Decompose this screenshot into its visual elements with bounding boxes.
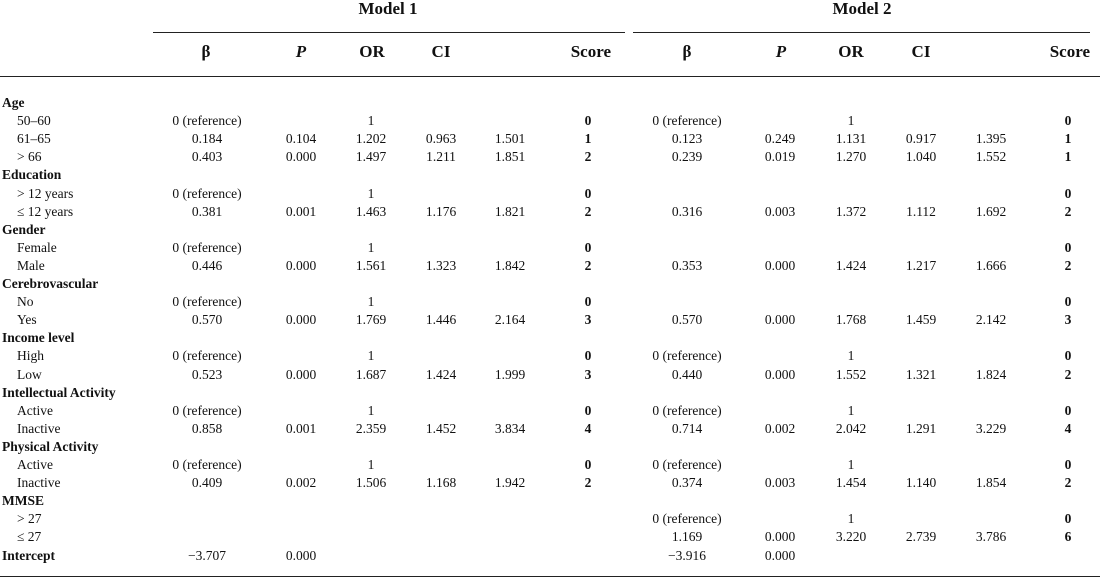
m1-cell-ci-low: 0.963: [425, 131, 457, 147]
m2-cell-p: 0.000: [764, 257, 796, 273]
m1-cell-beta: −3.707: [188, 547, 226, 563]
m1-cell-beta: 0 (reference): [172, 348, 242, 364]
m1-cell-or: 1.769: [355, 312, 387, 328]
m2-cell-beta: 0 (reference): [652, 402, 722, 418]
m1-cell-beta: 0.409: [191, 475, 223, 491]
m1-cell-or: 1: [367, 185, 375, 201]
m1-cell-score: 0: [584, 185, 592, 201]
col-p-2: P: [775, 42, 787, 61]
m2-cell-beta: −3.916: [668, 547, 706, 563]
m2-cell-p: 0.002: [764, 420, 796, 436]
m2-cell-beta: 0.123: [671, 131, 703, 147]
table-bottom-rule: [0, 576, 1100, 577]
m1-cell-beta: 0.403: [191, 149, 223, 165]
row-label: ≤ 12 years: [17, 203, 74, 219]
m1-cell-score: 3: [584, 366, 592, 382]
m1-cell-ci-low: 1.211: [426, 149, 456, 165]
header-bottom-rule: [0, 76, 1100, 77]
m2-cell-ci-low: 1.217: [905, 257, 937, 273]
m2-cell-beta: 1.169: [671, 529, 703, 545]
m1-cell-beta: 0.523: [191, 366, 223, 382]
m1-cell-ci-low: 1.452: [425, 420, 457, 436]
m2-cell-ci-high: 1.854: [975, 475, 1007, 491]
m2-cell-ci-low: 1.112: [906, 203, 936, 219]
m2-cell-or: 1.372: [835, 203, 867, 219]
m2-cell-score: 0: [1064, 185, 1072, 201]
m1-cell-p: 0.002: [285, 475, 317, 491]
m1-cell-score: 0: [584, 402, 592, 418]
m2-cell-beta: 0 (reference): [652, 457, 722, 472]
row-label: > 27: [17, 511, 42, 527]
m2-cell-or: 1.552: [835, 366, 867, 382]
row-label: High: [17, 348, 44, 364]
col-or-2: OR: [838, 42, 864, 61]
m2-cell-beta: 0.440: [671, 366, 703, 382]
row-label: Male: [17, 257, 45, 273]
m2-cell-score: 2: [1064, 257, 1072, 273]
m2-cell-score: 2: [1064, 366, 1072, 382]
m2-cell-ci-high: 3.229: [975, 420, 1007, 436]
m2-cell-score: 1: [1064, 149, 1072, 165]
m1-cell-beta: 0 (reference): [172, 294, 242, 310]
m2-cell-beta: 0.570: [671, 312, 703, 328]
m1-cell-beta: 0.570: [191, 312, 223, 328]
m2-cell-or: 3.220: [835, 529, 867, 545]
m1-cell-ci-low: 1.323: [425, 257, 457, 273]
m2-cell-ci-high: 1.552: [975, 149, 1007, 165]
m2-cell-score: 0: [1064, 113, 1072, 129]
m2-cell-score: 1: [1064, 131, 1072, 147]
m2-cell-score: 0: [1064, 511, 1072, 527]
m2-cell-score: 3: [1064, 312, 1072, 328]
m1-cell-p: 0.000: [285, 149, 317, 165]
m1-cell-ci-low: 1.424: [425, 366, 457, 382]
m1-cell-score: 2: [584, 475, 592, 491]
m1-cell-score: 1: [584, 131, 592, 147]
m2-cell-ci-low: 2.739: [905, 529, 937, 545]
group-label: MMSE: [2, 493, 44, 509]
m1-cell-p: 0.001: [285, 420, 317, 436]
m1-cell-beta: 0.858: [191, 420, 223, 436]
m2-cell-beta: 0.316: [671, 203, 703, 219]
m2-cell-p: 0.019: [764, 149, 796, 165]
m2-cell-p: 0.249: [764, 131, 796, 147]
m2-cell-p: 0.003: [764, 203, 796, 219]
m1-cell-or: 1: [367, 402, 375, 418]
m2-cell-score: 0: [1064, 239, 1072, 255]
m2-cell-beta: 0 (reference): [652, 348, 722, 364]
group-label: Cerebrovascular: [2, 276, 99, 291]
m1-cell-or: 1: [367, 113, 375, 129]
m2-cell-ci-low: 1.291: [905, 420, 937, 436]
m1-cell-or: 1.202: [355, 131, 387, 147]
m1-cell-or: 1: [367, 348, 375, 364]
m1-cell-beta: 0 (reference): [172, 185, 242, 201]
m1-cell-beta: 0 (reference): [172, 113, 242, 129]
m1-cell-p: 0.000: [285, 547, 317, 563]
m2-cell-ci-high: 2.142: [975, 312, 1007, 328]
m1-cell-p: 0.000: [285, 257, 317, 273]
m2-cell-ci-high: 1.666: [975, 257, 1007, 273]
m2-cell-ci-low: 1.459: [905, 312, 937, 328]
m2-cell-p: 0.000: [764, 366, 796, 382]
col-ci-1: CI: [431, 42, 451, 61]
m2-cell-score: 2: [1064, 203, 1072, 219]
m2-cell-beta: 0.353: [671, 257, 703, 273]
m1-cell-ci-high: 1.501: [494, 131, 526, 147]
row-label: Active: [17, 457, 53, 472]
m1-cell-score: 0: [584, 294, 592, 310]
model-1-rule: [153, 32, 625, 33]
m2-cell-or: 1: [847, 511, 855, 527]
m2-cell-beta: 0.239: [671, 149, 703, 165]
m1-cell-score: 0: [584, 348, 592, 364]
m2-cell-beta: 0 (reference): [652, 511, 722, 527]
m2-cell-score: 2: [1064, 475, 1072, 491]
col-or-1: OR: [359, 42, 385, 61]
m2-cell-p: 0.000: [764, 547, 796, 563]
row-label: Low: [17, 366, 42, 382]
m1-cell-ci-high: 1.942: [494, 475, 526, 491]
model-1-header: Model 1: [358, 0, 418, 18]
row-label: 50–60: [17, 113, 51, 129]
m1-cell-beta: 0 (reference): [172, 457, 242, 472]
m2-cell-score: 4: [1064, 420, 1072, 436]
group-label: Income level: [2, 330, 75, 346]
m2-cell-beta: 0.374: [671, 475, 703, 491]
row-label: > 66: [17, 149, 42, 165]
m2-cell-score: 6: [1064, 529, 1072, 545]
m1-cell-ci-low: 1.446: [425, 312, 457, 328]
m1-cell-p: 0.000: [285, 366, 317, 382]
m1-cell-or: 1: [367, 457, 375, 472]
m2-cell-or: 1.424: [835, 257, 867, 273]
m1-cell-beta: 0 (reference): [172, 239, 242, 255]
row-label: Female: [17, 239, 57, 255]
m1-cell-or: 1.687: [355, 366, 387, 382]
m2-cell-ci-high: 1.824: [975, 366, 1007, 382]
m1-cell-or: 1: [367, 239, 375, 255]
m1-cell-p: 0.001: [285, 203, 317, 219]
col-score-1: Score: [570, 42, 611, 61]
m2-cell-or: 2.042: [835, 420, 867, 436]
m1-cell-score: 2: [584, 257, 592, 273]
m2-cell-ci-low: 1.140: [905, 475, 937, 491]
m1-cell-ci-low: 1.176: [425, 203, 457, 219]
m1-cell-or: 1: [367, 294, 375, 310]
m2-cell-or: 1: [847, 348, 855, 364]
group-label: Physical Activity: [2, 438, 99, 454]
m1-cell-ci-low: 1.168: [425, 475, 457, 491]
m1-cell-ci-high: 3.834: [494, 420, 526, 436]
row-label: Inactive: [17, 475, 61, 491]
m2-cell-ci-low: 1.321: [905, 366, 937, 382]
group-label: Gender: [2, 221, 46, 237]
row-label: Active: [17, 402, 53, 418]
m1-cell-or: 1.463: [355, 203, 387, 219]
m1-cell-ci-high: 1.851: [494, 149, 526, 165]
m2-cell-or: 1: [847, 457, 855, 472]
m1-cell-or: 1.561: [355, 257, 387, 273]
m1-cell-score: 3: [584, 312, 592, 328]
group-label: Education: [2, 167, 62, 183]
m1-cell-p: 0.000: [285, 312, 317, 328]
m2-cell-or: 1: [847, 113, 855, 129]
group-label: Age: [2, 95, 25, 110]
m1-cell-ci-high: 1.821: [494, 203, 526, 219]
m2-cell-or: 1.768: [835, 312, 867, 328]
m2-cell-score: 0: [1064, 348, 1072, 364]
m2-cell-ci-high: 1.692: [975, 203, 1007, 219]
m2-cell-p: 0.000: [764, 529, 796, 545]
group-label: Intellectual Activity: [2, 384, 116, 400]
row-label: ≤ 27: [17, 529, 42, 545]
row-label: Yes: [17, 312, 37, 328]
row-label: Inactive: [17, 420, 61, 436]
m1-cell-or: 2.359: [355, 420, 387, 436]
m1-cell-score: 2: [584, 203, 592, 219]
m1-cell-ci-high: 1.842: [494, 257, 526, 273]
m2-cell-p: 0.003: [764, 475, 796, 491]
m1-cell-or: 1.497: [355, 149, 387, 165]
m2-cell-ci-high: 1.395: [975, 131, 1007, 147]
m1-cell-ci-high: 1.999: [494, 366, 526, 382]
col-beta-2: β: [682, 42, 692, 61]
col-ci-2: CI: [911, 42, 931, 61]
m2-cell-or: 1.454: [835, 475, 867, 491]
m1-cell-beta: 0 (reference): [172, 402, 242, 418]
m1-cell-score: 4: [584, 420, 592, 436]
m1-cell-score: 0: [584, 239, 592, 255]
m1-cell-p: 0.104: [285, 131, 317, 147]
m1-cell-beta: 0.446: [191, 257, 223, 273]
m2-cell-beta: 0.714: [671, 420, 703, 436]
m2-cell-or: 1.131: [835, 131, 867, 147]
m2-cell-or: 1.270: [835, 149, 867, 165]
m1-cell-ci-high: 2.164: [494, 312, 526, 328]
col-p-1: P: [295, 42, 307, 61]
group-label: Intercept: [2, 547, 55, 563]
model-2-rule: [633, 32, 1090, 33]
m1-cell-score: 0: [584, 457, 592, 472]
col-beta-1: β: [201, 42, 211, 61]
m1-cell-or: 1.506: [355, 475, 387, 491]
model-2-header: Model 2: [832, 0, 892, 18]
m2-cell-ci-low: 1.040: [905, 149, 937, 165]
m2-cell-p: 0.000: [764, 312, 796, 328]
m2-cell-beta: 0 (reference): [652, 113, 722, 129]
m2-cell-score: 0: [1064, 457, 1072, 472]
m1-cell-beta: 0.184: [191, 131, 223, 147]
m2-cell-score: 0: [1064, 402, 1072, 418]
m2-cell-or: 1: [847, 402, 855, 418]
col-score-2: Score: [1049, 42, 1090, 61]
m1-cell-score: 0: [584, 113, 592, 129]
m2-cell-score: 0: [1064, 294, 1072, 310]
m1-cell-beta: 0.381: [191, 203, 223, 219]
row-label: 61–65: [17, 131, 51, 147]
m2-cell-ci-low: 0.917: [905, 131, 937, 147]
m1-cell-score: 2: [584, 149, 592, 165]
m2-cell-ci-high: 3.786: [975, 529, 1007, 545]
row-label: > 12 years: [17, 185, 74, 201]
row-label: No: [17, 294, 34, 310]
